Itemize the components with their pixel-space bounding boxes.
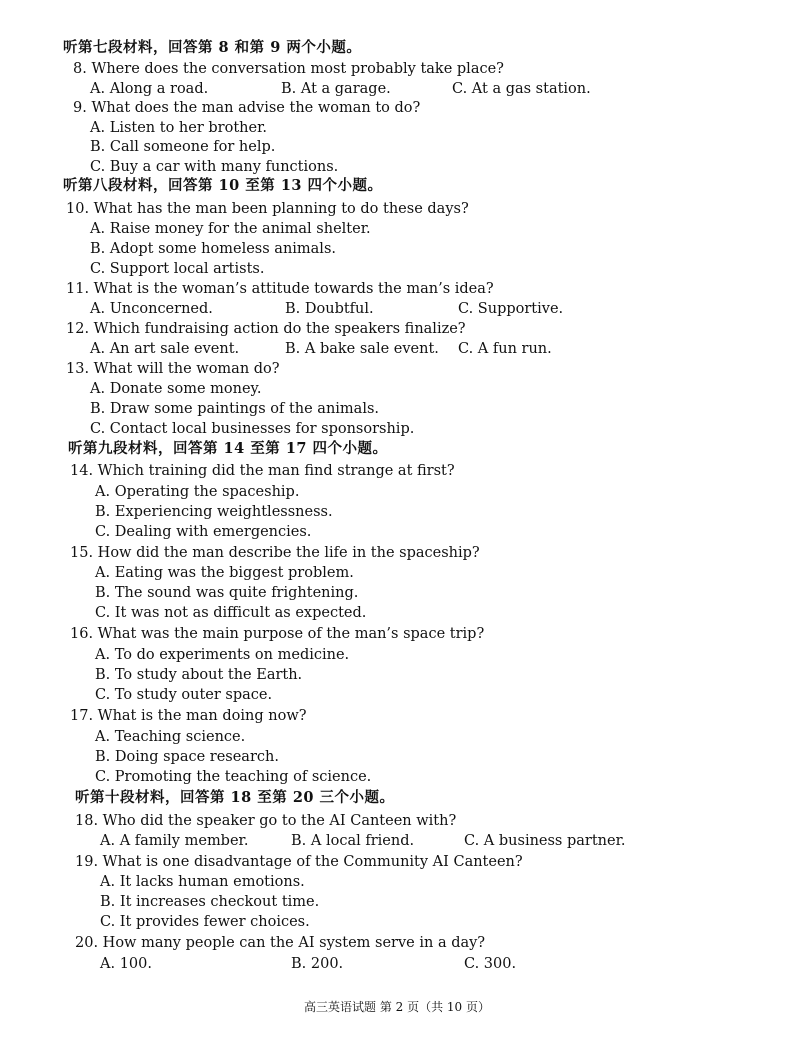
question-stem: 11. What is the woman’s attitude towards the man’s idea? <box>66 281 494 297</box>
option-c: C. To study outer space. <box>95 687 273 703</box>
option-a: A. Operating the spaceship. <box>95 484 300 500</box>
option-b: B. It increases checkout time. <box>100 894 320 910</box>
question-stem: 20. How many people can the AI system serve in a day? <box>75 935 486 951</box>
section-header: 听第七段材料，回答第 8 和第 9 两个小题。 <box>63 39 362 56</box>
option-c: C. Buy a car with many functions. <box>90 159 339 175</box>
option-a: A. It lacks human emotions. <box>100 874 305 890</box>
option-b: B. 200. <box>291 956 344 972</box>
option-c: C. Contact local businesses for sponsorship. <box>90 421 415 437</box>
question-stem: 18. Who did the speaker go to the AI Canteen with? <box>75 813 457 829</box>
option-b: B. Experiencing weightlessness. <box>95 504 333 520</box>
option-a: A. Unconcerned. <box>90 301 213 317</box>
question-stem: 17. What is the man doing now? <box>70 708 307 724</box>
question-stem: 13. What will the woman do? <box>66 361 280 377</box>
question-stem: 10. What has the man been planning to do these days? <box>66 201 469 217</box>
option-c: C. Support local artists. <box>90 261 265 277</box>
option-b: B. A bake sale event. <box>285 341 439 357</box>
question-stem: 8. Where does the conversation most probably take place? <box>73 61 504 77</box>
option-c: C. Supportive. <box>458 301 564 317</box>
question-stem: 9. What does the man advise the woman to do? <box>73 100 421 116</box>
option-b: B. Adopt some homeless animals. <box>90 241 336 257</box>
option-b: B. Draw some paintings of the animals. <box>90 401 380 417</box>
option-b: B. At a garage. <box>281 81 391 97</box>
question-stem: 16. What was the main purpose of the man’s space trip? <box>70 626 485 642</box>
option-b: B. A local friend. <box>291 833 415 849</box>
option-c: C. Dealing with emergencies. <box>95 524 312 540</box>
option-a: A. Donate some money. <box>90 381 262 397</box>
section-header: 听第十段材料，回答第 18 至第 20 三个小题。 <box>75 789 395 806</box>
section-header: 听第八段材料，回答第 10 至第 13 四个小题。 <box>63 177 383 194</box>
option-c: C. A business partner. <box>464 833 626 849</box>
option-a: A. Raise money for the animal shelter. <box>90 221 371 237</box>
question-stem: 19. What is one disadvantage of the Community AI Canteen? <box>75 854 523 870</box>
section-header: 听第九段材料，回答第 14 至第 17 四个小题。 <box>68 440 388 457</box>
option-a: A. Along a road. <box>90 81 209 97</box>
option-a: A. Teaching science. <box>95 729 246 745</box>
option-c: C. It provides fewer choices. <box>100 914 310 930</box>
option-b: B. The sound was quite frightening. <box>95 585 359 601</box>
option-c: C. At a gas station. <box>452 81 591 97</box>
option-c: C. It was not as difficult as expected. <box>95 605 367 621</box>
option-b: B. Doubtful. <box>285 301 374 317</box>
option-b: B. Doing space research. <box>95 749 279 765</box>
option-a: A. An art sale event. <box>90 341 240 357</box>
question-stem: 15. How did the man describe the life in the spaceship? <box>70 545 480 561</box>
option-a: A. Eating was the biggest problem. <box>95 565 354 581</box>
question-stem: 14. Which training did the man find strange at first? <box>70 463 455 479</box>
option-a: A. A family member. <box>100 833 249 849</box>
option-c: C. A fun run. <box>458 341 552 357</box>
option-a: A. 100. <box>100 956 152 972</box>
option-c: C. Promoting the teaching of science. <box>95 769 372 785</box>
option-a: A. To do experiments on medicine. <box>95 647 350 663</box>
option-c: C. 300. <box>464 956 517 972</box>
page-footer: 高三英语试题 第 2 页（共 10 页） <box>304 1000 490 1014</box>
option-b: B. Call someone for help. <box>90 139 276 155</box>
question-stem: 12. Which fundraising action do the speakers finalize? <box>66 321 466 337</box>
option-b: B. To study about the Earth. <box>95 667 303 683</box>
option-a: A. Listen to her brother. <box>90 120 268 136</box>
